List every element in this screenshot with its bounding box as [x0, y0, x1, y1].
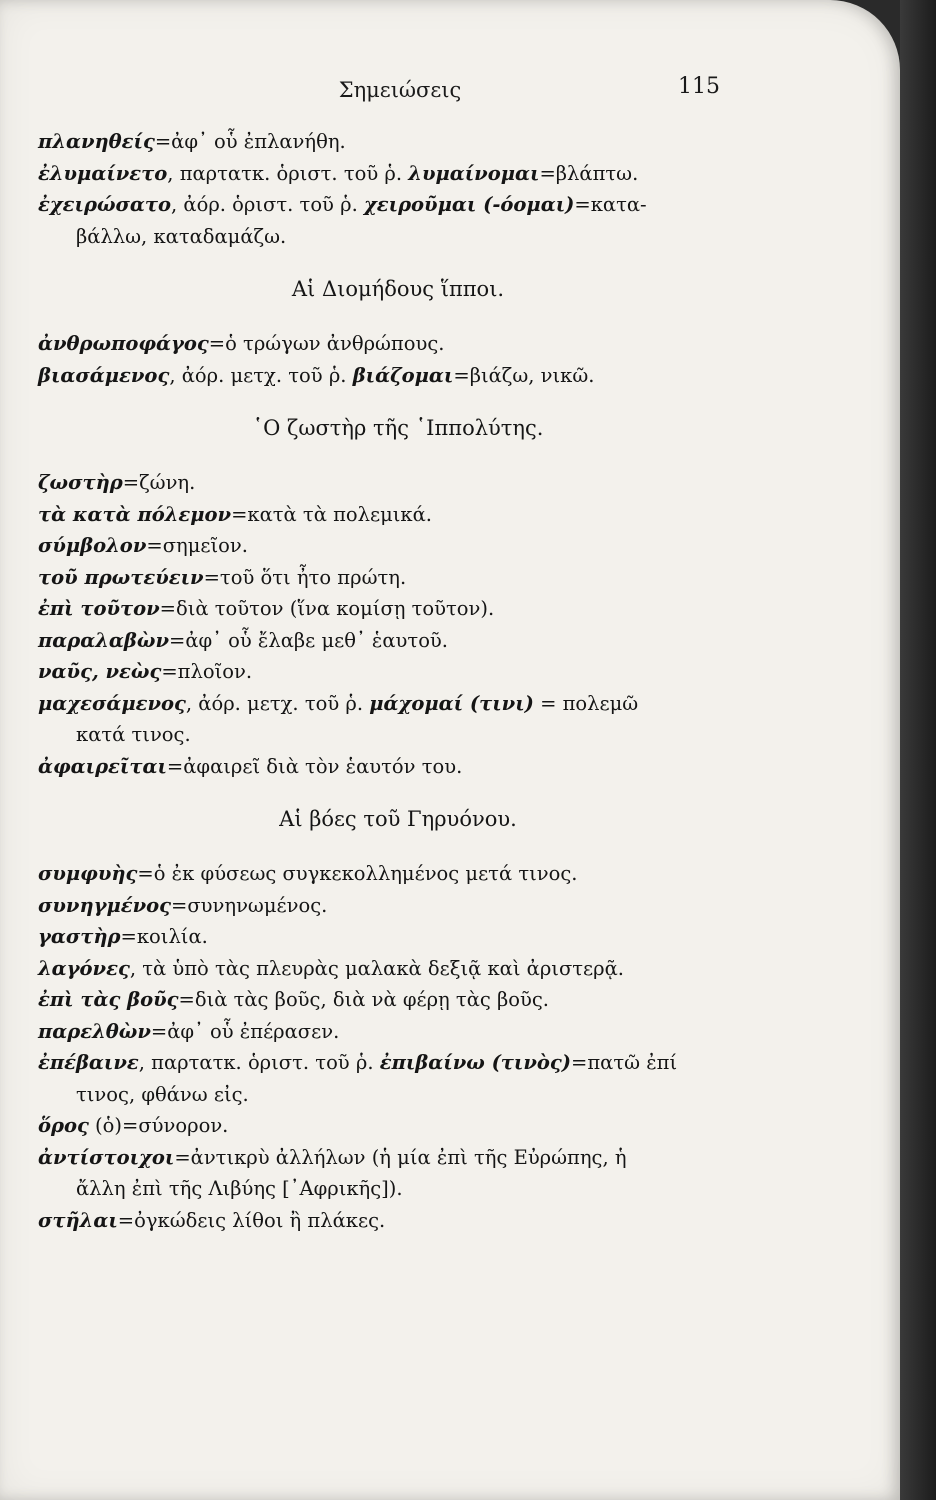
headword: ζωστὴρ [38, 471, 123, 494]
gloss-text: , ἀόρ. μετχ. τοῦ ῥ. [185, 691, 370, 715]
gloss-text: =ἀντικρὺ ἀλλήλων (ἡ μία ἐπὶ τῆς Εὐρώπης, ἡ [174, 1145, 627, 1169]
gloss-text: =τοῦ ὅτι ἦτο πρώτη. [203, 565, 407, 589]
verb-headword: λυμαίνομαι [408, 161, 540, 185]
gloss-entry [38, 1047, 778, 1079]
headword: τοῦ πρωτεύειν [38, 565, 204, 589]
gloss-entry [38, 1016, 778, 1048]
gloss-entry [38, 858, 778, 890]
gloss-text: =διὰ τὰς βοῦς, διὰ νὰ φέρῃ τὰς βοῦς. [178, 988, 549, 1011]
headword: ναῦς, νεὼς [38, 660, 162, 683]
gloss-text: =ὁ ἐκ φύσεως συγκεκολλημένος μετά τινος. [137, 862, 578, 885]
verb-headword: ἐπιβαίνω (τινὸς) [379, 1051, 571, 1074]
headword: συμφυὴς [38, 862, 138, 885]
headword: ἐπὶ τὰς βοῦς [38, 988, 179, 1011]
gloss-text: =ἀφ᾽ οὗ ἐπλανήθη. [154, 130, 346, 153]
headword: γαστὴρ [38, 925, 121, 948]
gloss-continuation: κατά τινος. [76, 723, 191, 746]
headword: ἀντίστοιχοι [38, 1145, 175, 1169]
headword: τὰ κατὰ πόλεμον [38, 502, 232, 526]
gloss-text: =κατὰ τὰ πολεμικά. [231, 502, 432, 526]
section-title: Αἱ βόες τοῦ Γηρυόνου. [279, 807, 517, 831]
gloss-text: =ἀφαιρεῖ διὰ τὸν ἑαυτόν του. [166, 754, 463, 778]
gloss-text: =κοιλία. [120, 925, 208, 948]
gloss-entry [38, 751, 778, 783]
gloss-entry [38, 189, 778, 221]
section-title: ῾Ο ζωστὴρ τῆς ῾Ιππολύτης. [252, 416, 544, 440]
headword: στῆλαι [38, 1208, 118, 1232]
gloss-entry [38, 688, 778, 720]
notes-content [38, 126, 778, 1236]
gloss-text: (ὁ)=σύνορον. [88, 1114, 229, 1137]
book-edge-shadow [900, 0, 936, 1500]
gloss-entry [38, 1142, 778, 1174]
headword: ἐχειρώσατο [38, 193, 172, 216]
gloss-text: =διὰ τοῦτον (ἵνα κομίσῃ τοῦτον). [159, 597, 495, 620]
gloss-entry [38, 1205, 778, 1237]
gloss-continuation: βάλλω, καταδαμάζω. [76, 224, 287, 248]
verb-headword: μάχομαί (τινι) [369, 691, 534, 715]
gloss-entry [38, 158, 778, 190]
verb-headword: χειροῦμαι (-όομαι) [363, 193, 575, 216]
gloss-entry [38, 625, 778, 657]
gloss-entry [38, 328, 778, 360]
gloss-text: , ἀόρ. μετχ. τοῦ ῥ. [169, 363, 353, 387]
headword: ἐλυμαίνετο [38, 161, 168, 185]
headword: λαγόνες [38, 956, 130, 980]
gloss-text: =πλοῖον. [161, 660, 253, 683]
headword: σύμβολον [38, 534, 147, 557]
headword: ἀφαιρεῖται [38, 754, 167, 778]
gloss-entry [38, 360, 778, 392]
headword: παραλαβὼν [38, 628, 169, 652]
gloss-text: =σημεῖον. [146, 534, 248, 557]
gloss-entry [38, 984, 778, 1016]
headword: πλανηθείς [38, 130, 155, 153]
gloss-entry [38, 890, 778, 922]
gloss-entry [38, 953, 778, 985]
headword: βιασάμενος [38, 363, 170, 387]
gloss-text: =ἀφ᾽ οὗ ἐπέρασεν. [150, 1019, 340, 1043]
gloss-entry [38, 656, 778, 688]
gloss-entry [38, 467, 778, 499]
gloss-text: , τὰ ὑπὸ τὰς πλευρὰς μαλακὰ δεξιᾷ καὶ ἀριστερᾷ. [129, 956, 624, 980]
headword: ἐπέβαινε [38, 1051, 139, 1074]
headword: ὅρος [38, 1114, 89, 1137]
gloss-text: =βλάπτω. [539, 161, 639, 185]
gloss-entry [38, 1110, 778, 1142]
page-number: 115 [678, 74, 720, 99]
headword: συνηγμένος [38, 893, 172, 917]
gloss-entry [38, 499, 778, 531]
gloss-entry [38, 593, 778, 625]
gloss-text: =ἀφ᾽ οὗ ἔλαβε μεθ᾽ ἑαυτοῦ. [168, 628, 448, 652]
gloss-text: =βιάζω, νικῶ. [453, 363, 595, 387]
verb-headword: βιάζομαι [352, 363, 454, 387]
gloss-entry [38, 126, 778, 158]
gloss-text: =ζώνη. [122, 471, 196, 494]
gloss-text: =ὁ τρώγων ἀνθρώπους. [208, 332, 445, 355]
gloss-continuation: τινος, φθάνω εἰς. [76, 1082, 249, 1106]
headword: ἀνθρωποφάγος [38, 332, 209, 355]
gloss-text: , παρτατκ. ὁριστ. τοῦ ῥ. [138, 1051, 380, 1074]
gloss-entry [38, 562, 778, 594]
gloss-text: =πατῶ ἐπί [571, 1051, 678, 1074]
gloss-text: = πολεμῶ [533, 691, 639, 715]
headword: μαχεσάμενος [38, 691, 186, 715]
running-title: Σημειώσεις [338, 78, 462, 102]
gloss-entry [38, 921, 778, 953]
gloss-continuation: ἄλλη ἐπὶ τῆς Λιβύης [᾿Αφρικῆς]). [76, 1177, 403, 1200]
gloss-text: =κατα- [574, 193, 647, 216]
gloss-text: , ἀόρ. ὁριστ. τοῦ ῥ. [171, 193, 364, 216]
headword: ἐπὶ τοῦτον [38, 597, 160, 620]
gloss-text: , παρτατκ. ὁριστ. τοῦ ῥ. [167, 161, 409, 185]
gloss-text: =συνηνωμένος. [171, 893, 328, 917]
headword: παρελθὼν [38, 1019, 151, 1043]
section-title: Αἱ Διομήδους ἵπποι. [291, 277, 505, 301]
gloss-entry [38, 530, 778, 562]
gloss-text: =ὀγκώδεις λίθοι ἢ πλάκες. [117, 1208, 386, 1232]
